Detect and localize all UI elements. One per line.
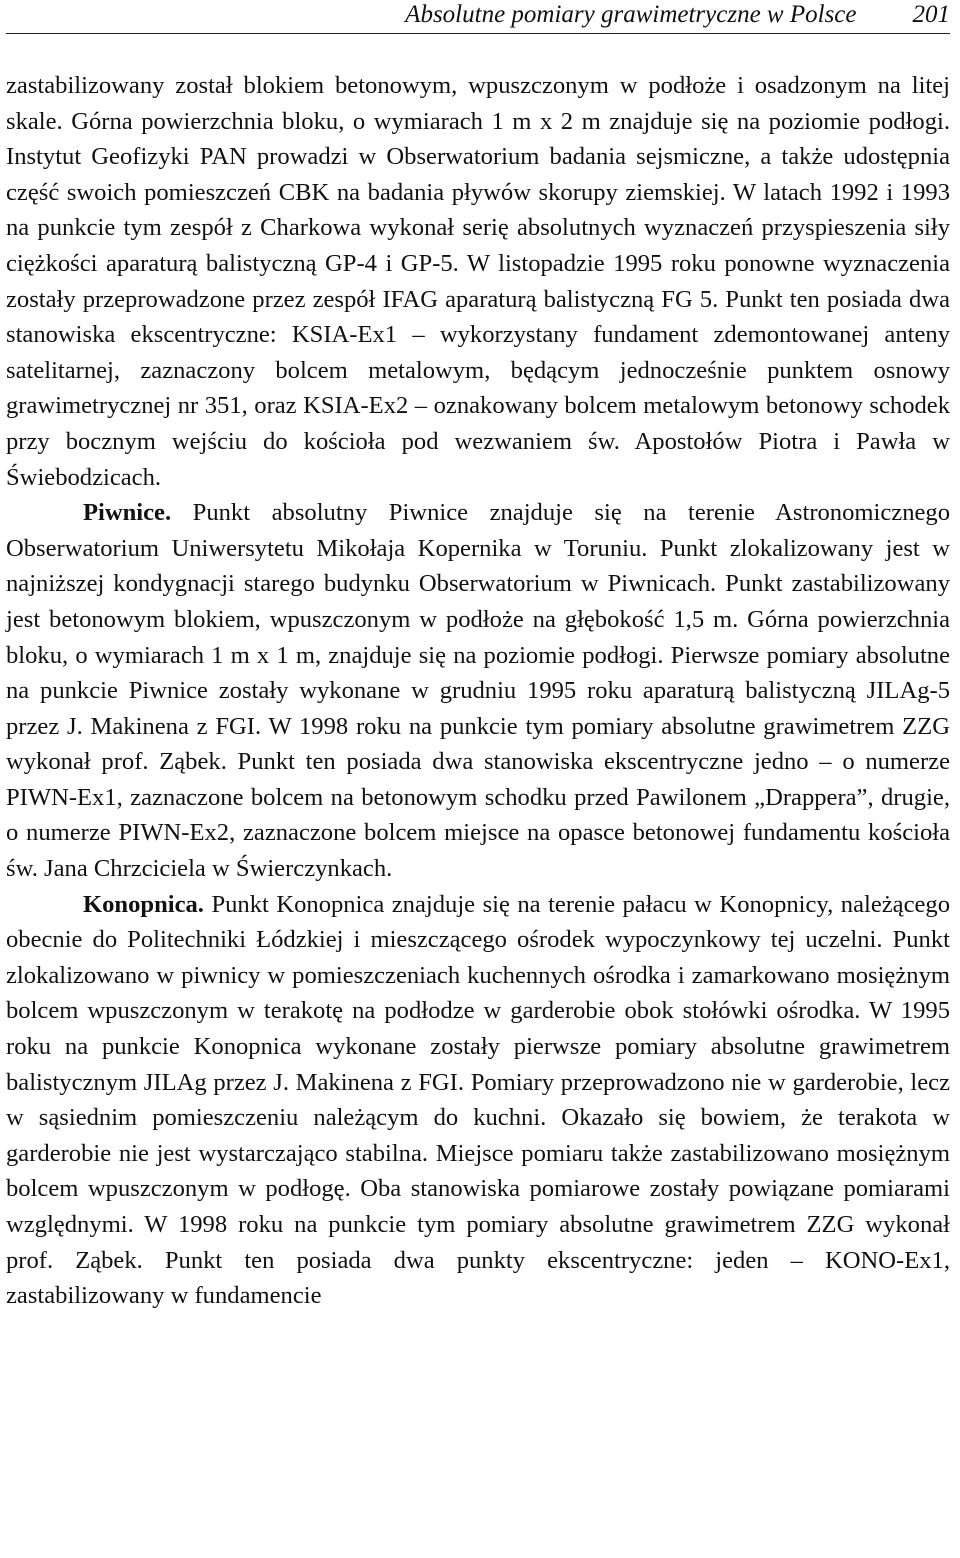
paragraph-konopnica (6, 887, 950, 1314)
paragraph-text: Punkt Konopnica znajduje się na terenie pałacu w Konopnicy, należącego obecnie do Politechniki Łódzkiej i mieszczącego ośrodek wypoczynkowy tej uczelni. Punkt zlokalizowano w piwnicy w pomieszczeniach kuchennych ośrodka i zamarkowano mosiężnym bolcem wpuszczonym w terakotę na podłodze w garderobie obok stołówki ośrodka. W 1995 roku na punkcie Konopnica wykonane zostały pierwsze pomiary absolutne grawimetrem balistycznym JILAg przez J. Makinena z FGI. Pomiary przeprowadzono nie w garderobie, lecz w sąsiednim pomieszczeniu należącym do kuchni. Okazało się bowiem, że terakota w garderobie nie jest wystarczająco stabilna. Miejsce pomiaru także zastabilizowano mosiężnym bolcem wpuszczonym w podłogę. Oba stanowiska pomiarowe zostały powiązane pomiarami względnymi. W 1998 roku na punkcie tym pomiary absolutne grawimetrem ZZG wykonał prof. Ząbek. Punkt ten posiada dwa punkty ekscentryczne: jeden – KONO-Ex1, zastabilizowany w fundamencie (6, 890, 950, 1310)
running-header (6, 0, 950, 30)
running-header-title: Absolutne pomiary grawimetryczne w Polsce (405, 1, 857, 28)
paragraph-lead-konopnica: Konopnica. (83, 890, 204, 918)
paragraph-text: Punkt absolutny Piwnice znajduje się na terenie Astronomicznego Obserwatorium Uniwersytetu Mikołaja Kopernika w Toruniu. Punkt zlokalizowany jest w najniższej kondygnacji starego budynku Obserwatorium w Piwnicach. Punkt zastabilizowany jest betonowym blokiem, wpuszczonym w podłoże na głębokość 1,5 m. Górna powierzchnia bloku, o wymiarach 1 m x 1 m, znajduje się na poziomie podłogi. Pierwsze pomiary absolutne na punkcie Piwnice zostały wykonane w grudniu 1995 roku aparaturą balistyczną JILAg-5 przez J. Makinena z FGI. W 1998 roku na punkcie tym pomiary absolutne grawimetrem ZZG wykonał prof. Ząbek. Punkt ten posiada dwa stanowiska ekscentryczne jedno – o numerze PIWN-Ex1, zaznaczone bolcem na betonowym schodku przed Pawilonem „Drappera”, drugie, o numerze PIWN-Ex2, zaznaczone bolcem miejsce na opasce betonowej fundamentu kościoła św. Jana Chrzciciela w Świerczynkach. (6, 499, 950, 883)
paragraph-piwnice (6, 495, 950, 887)
page-number: 201 (912, 1, 950, 28)
paragraph-text: zastabilizowany został blokiem betonowym, wpuszczonym w podłoże i osadzonym na litej skale. Górna powierzchnia bloku, o wymiarach 1 m x 2 m znajduje się na poziomie podłogi. Instytut Geofizyki PAN prowadzi w Obserwatorium badania sejsmiczne, a także udostępnia część swoich pomieszczeń CBK na badania pływów skorupy ziemskiej. W latach 1992 i 1993 na punkcie tym zespół z Charkowa wykonał serię absolutnych wyznaczeń przyspieszenia siły ciężkości aparaturą balistyczną GP-4 i GP-5. W listopadzie 1995 roku ponowne wyznaczenia zostały przeprowadzone przez zespół IFAG aparaturą balistyczną FG 5. Punkt ten posiada dwa stanowiska ekscentryczne: KSIA-Ex1 – wykorzystany fundament zdemontowanej anteny satelitarnej, zaznaczony bolcem metalowym, będącym jednocześnie punktem osnowy grawimetrycznej nr 351, oraz KSIA-Ex2 – oznakowany bolcem metalowym betonowy schodek przy bocznym wejściu do kościoła pod wezwaniem św. Apostołów Piotra i Pawła w Świebodzicach. (6, 72, 950, 491)
paragraph-continuation (6, 68, 950, 495)
body-text (6, 68, 950, 1314)
header-rule (6, 33, 950, 34)
paragraph-lead-piwnice: Piwnice. (83, 499, 172, 527)
document-page (6, 0, 950, 1314)
